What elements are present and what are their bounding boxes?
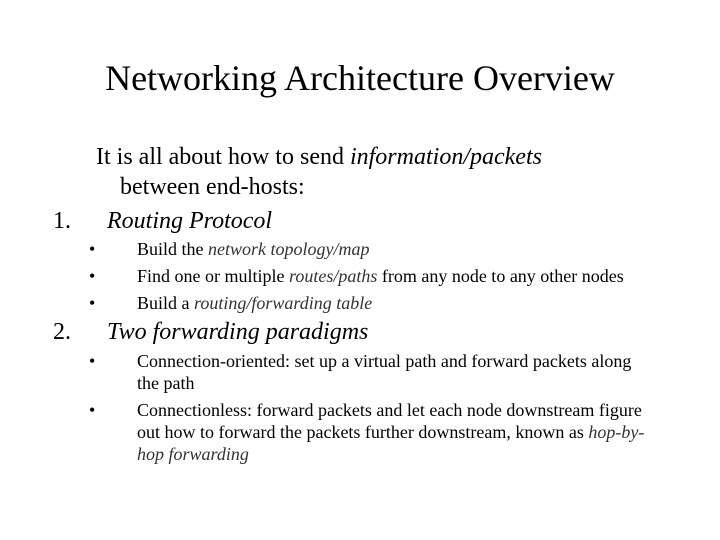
section-number-1: 1. <box>53 208 71 234</box>
intro-line-1: It is all about how to send information/packets <box>96 144 542 170</box>
slide-title: Networking Architecture Overview <box>105 58 615 98</box>
bullet-icon: • <box>89 266 96 286</box>
section-heading-forwarding-paradigms: Two forwarding paradigms <box>107 319 369 345</box>
list-item: Connection-oriented: set up a virtual path and forward packets along <box>137 351 632 371</box>
bullet-icon: • <box>89 293 96 313</box>
list-item: Build a routing/forwarding table <box>137 293 373 313</box>
list-item: Build the network topology/map <box>137 239 370 259</box>
list-item-continuation: the path <box>137 373 195 393</box>
list-item: Find one or multiple routes/paths from any node to any other nodes <box>137 266 624 286</box>
section-number-2: 2. <box>53 319 71 345</box>
bullet-icon: • <box>89 351 96 371</box>
list-item-continuation: out how to forward the packets further downstream, known as hop-by- <box>137 422 645 442</box>
list-item-continuation: hop forwarding <box>137 444 249 464</box>
intro-line-2: between end-hosts: <box>120 174 305 200</box>
list-item: Connectionless: forward packets and let each node downstream figure <box>137 400 642 420</box>
section-heading-routing-protocol: Routing Protocol <box>107 208 273 234</box>
bullet-icon: • <box>89 239 96 259</box>
bullet-icon: • <box>89 400 96 420</box>
